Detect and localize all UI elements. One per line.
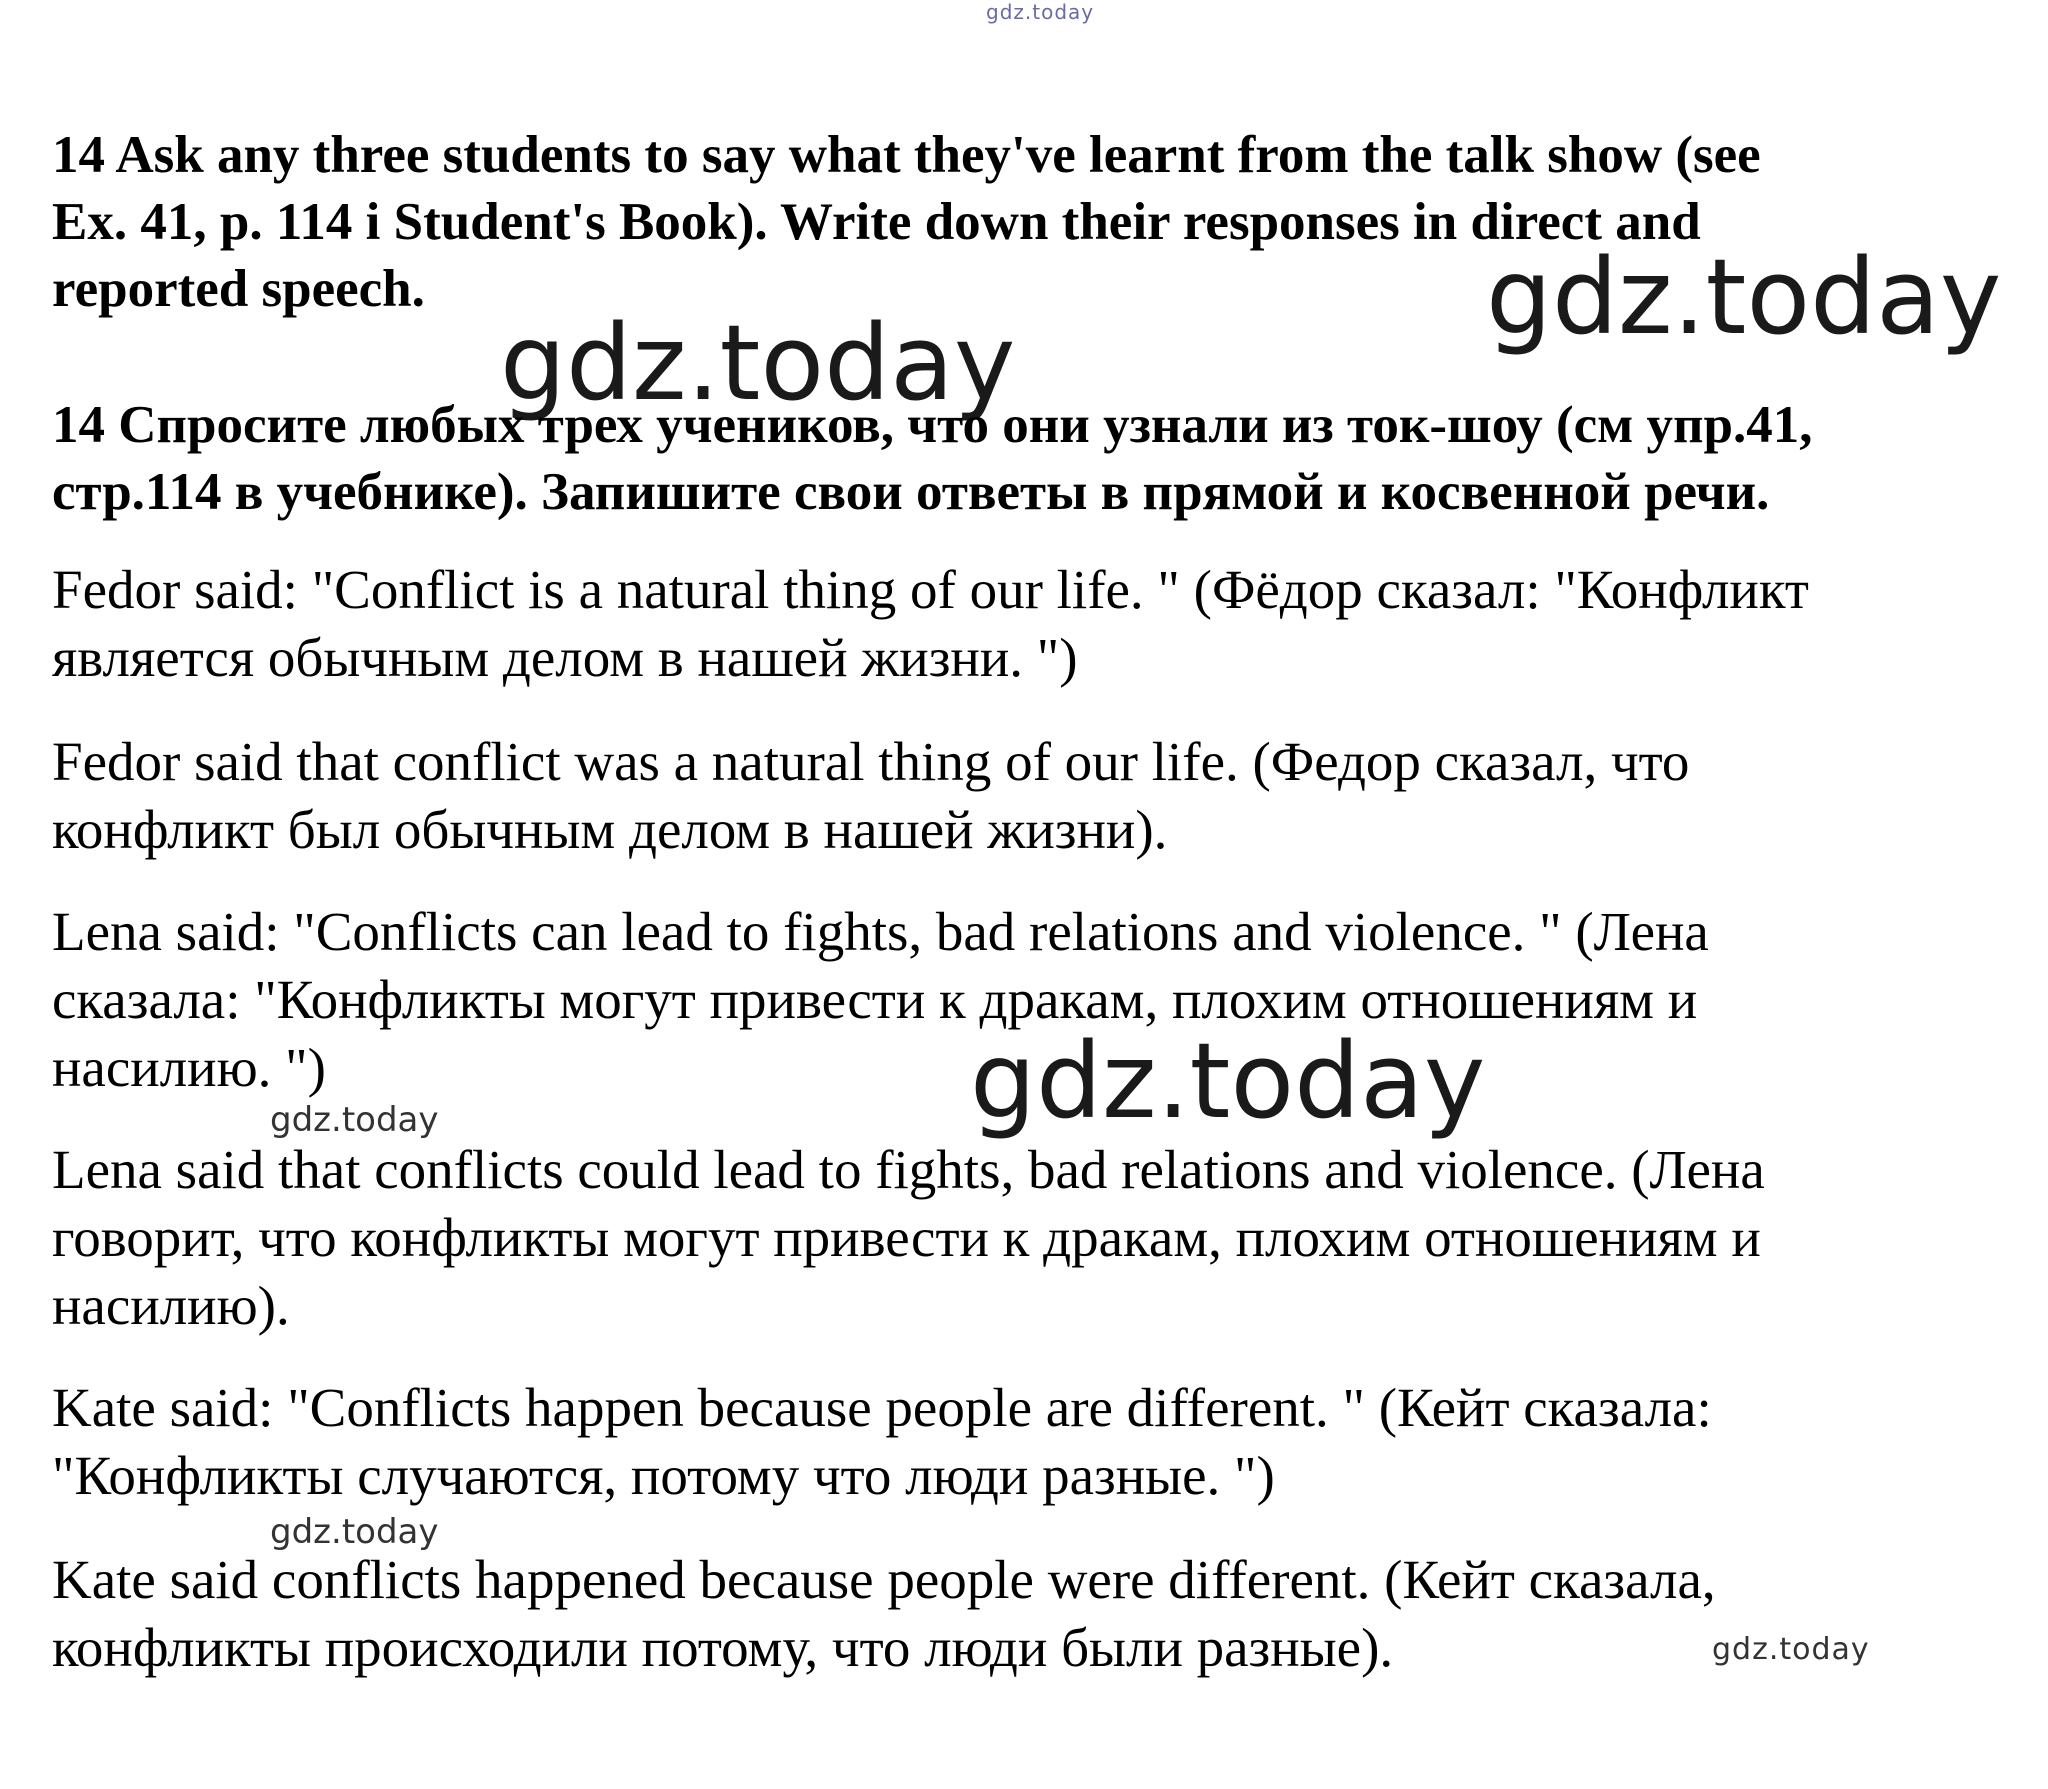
watermark-small: gdz.today: [270, 1512, 439, 1552]
watermark-top: gdz.today: [986, 0, 1095, 24]
answer-kate-reported: Kate said conflicts happened because people were different. (Кейт сказала, конфликты происходили потому, что люди были разные).: [52, 1549, 1716, 1678]
answer-lena-direct: Lena said: "Conflicts can lead to fights, bad relations and violence. " (Лена сказала: "Конфликты могут привести к дракам, плохим отношениям и насилию. "): [52, 901, 1709, 1098]
answer-lena-reported: Lena said that conflicts could lead to fights, bad relations and violence. (Лена говорит, что конфликты могут привести к дракам, плохим отношениям и насилию).: [52, 1139, 1765, 1336]
watermark-large: gdz.today: [970, 1020, 1486, 1142]
task-heading-en: 14 Ask any three students to say what they've learnt from the talk show (see Ex. 41, p. 114 i Student's Book). Write down their responses in direct and reported speech.: [52, 126, 1761, 318]
task-heading-ru: 14 Спросите любых трех учеников, что они узнали из ток-шоу (см упр.41, стр.114 в учебнике). Запишите свои ответы в прямой и косвенной речи.: [52, 396, 1813, 521]
answer-fedor-direct: Fedor said: "Conflict is a natural thing of our life. " (Фёдор сказал: "Конфликт является обычным делом в нашей жизни. "): [52, 559, 1809, 688]
answer-kate-direct: Kate said: "Conflicts happen because people are different. " (Кейт сказала: "Конфликты случаются, потому что люди разные. "): [52, 1377, 1712, 1506]
answer-fedor-reported: Fedor said that conflict was a natural thing of our life. (Федор сказал, что конфликт был обычным делом в нашей жизни).: [52, 731, 1690, 860]
watermark-small: gdz.today: [270, 1100, 439, 1140]
watermark-large: gdz.today: [500, 302, 1016, 424]
watermark-small: gdz.today: [1712, 1632, 1870, 1667]
watermark-large: gdz.today: [1486, 236, 2002, 358]
